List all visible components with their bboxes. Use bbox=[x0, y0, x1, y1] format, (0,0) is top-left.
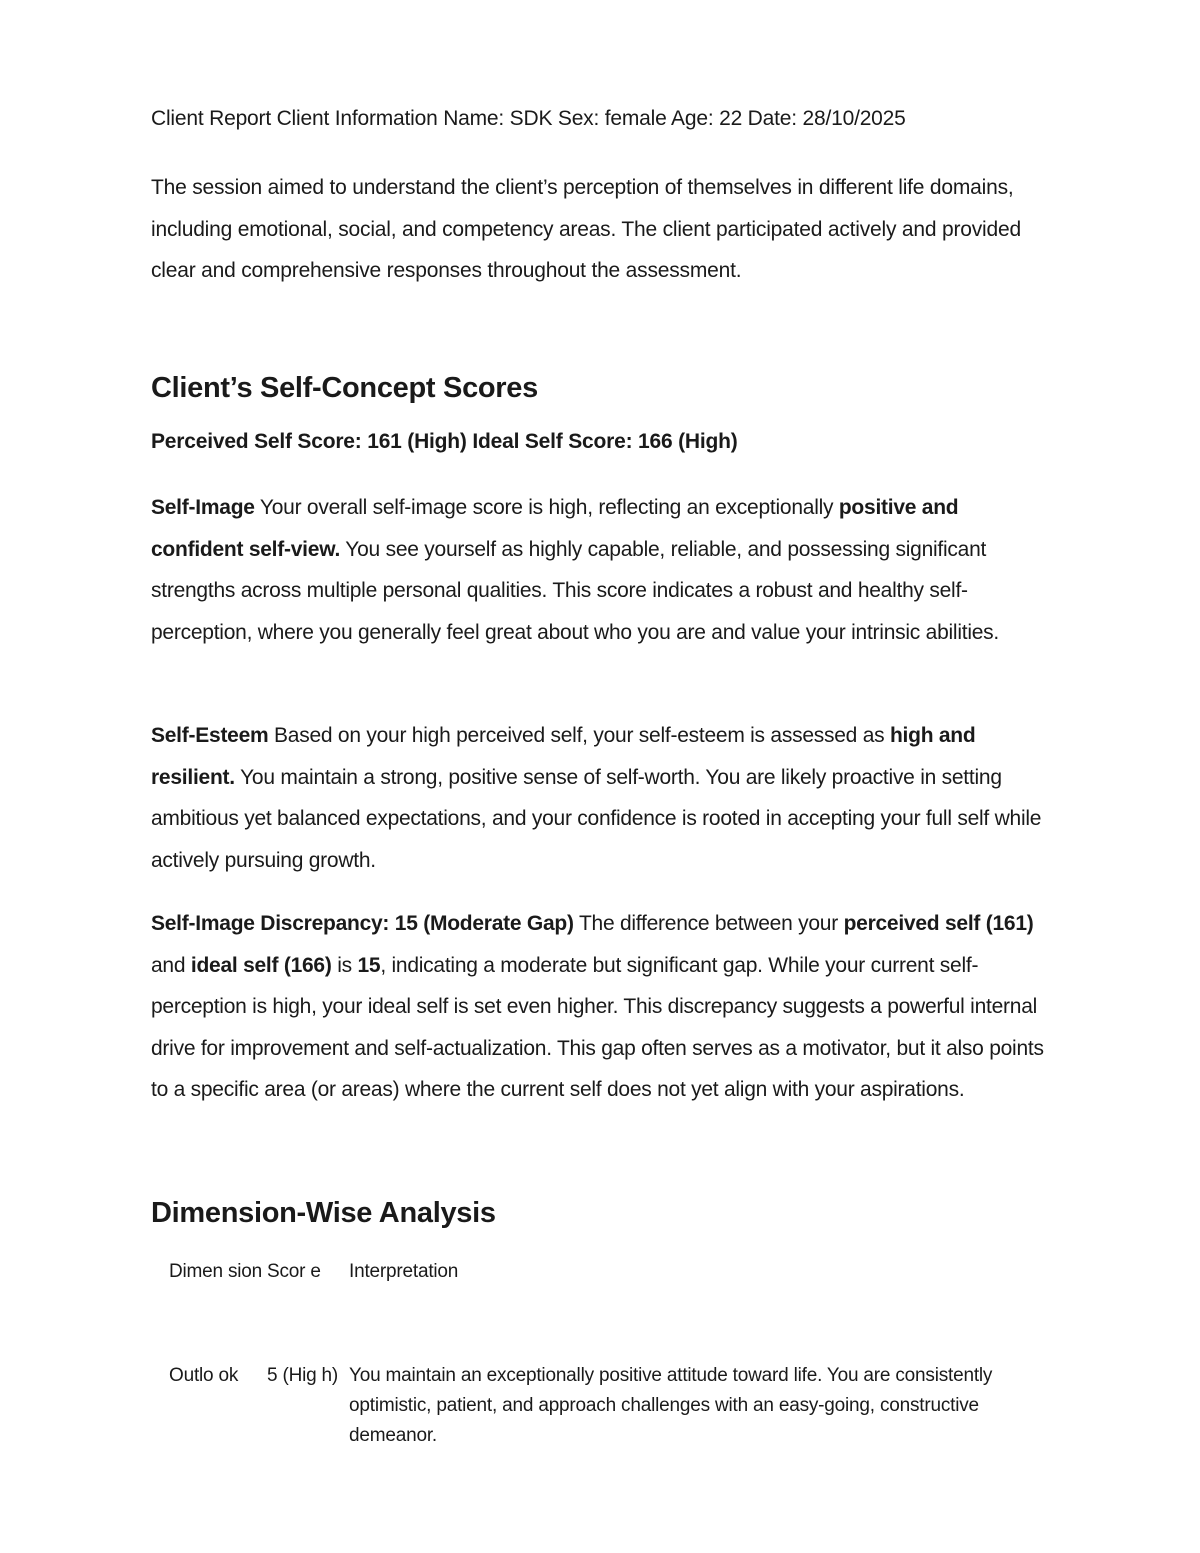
dimension-analysis-heading: Dimension-Wise Analysis bbox=[151, 1197, 496, 1229]
session-intro-paragraph: The session aimed to understand the client’s perception of themselves in different life domains, including emotional, social, and competency areas. The client participated actively and provided clear and comprehensive responses throughout the assessment. bbox=[151, 176, 1021, 282]
discrepancy-bold-3: 15 bbox=[357, 953, 381, 977]
self-esteem-text-1: Based on your high perceived self, your self-esteem is assessed as bbox=[268, 724, 890, 747]
dimension-interpretation-cell: You maintain an exceptionally positive attitude toward life. You are consistently optimistic, patient, and approach challenges with an easy-going, constructive demeanor. bbox=[349, 1365, 993, 1446]
self-scores-summary: Perceived Self Score: 161 (High) Ideal Self Score: 166 (High) bbox=[151, 430, 738, 453]
dimension-score-cell: 5 (Hig h) bbox=[267, 1365, 339, 1386]
dimension-name-cell: Outlo ok bbox=[169, 1365, 239, 1386]
discrepancy-text-4: , indicating a moderate but significant gap. While your current self-perception is high, your ideal self is set even higher. This discrepancy suggests a powerful internal drive for improvement and self-actualization. This gap often serves as a motivator, but it also points to a specific area (or areas) where the current self does not yet align with your aspirations. bbox=[151, 953, 1044, 1101]
self-image-text-1: Your overall self-image score is high, reflecting an exceptionally bbox=[254, 496, 839, 519]
self-image-bold-1: positive and confident self-view. bbox=[151, 496, 959, 561]
discrepancy-bold-1: perceived self (161) bbox=[843, 912, 1034, 935]
self-image-paragraph bbox=[151, 487, 1051, 653]
column-header-dimension: Dimen sion bbox=[169, 1261, 263, 1282]
column-header-score: Scor e bbox=[267, 1261, 321, 1282]
table-row bbox=[169, 1361, 1039, 1451]
discrepancy-label: Self-Image Discrepancy: 15 (Moderate Gap) bbox=[151, 912, 574, 935]
discrepancy-paragraph bbox=[151, 903, 1051, 1111]
client-info-header: Client Report Client Information Name: SDK Sex: female Age: 22 Date: 28/10/2025 bbox=[151, 107, 906, 130]
table-spacer-row bbox=[169, 1287, 1039, 1361]
self-esteem-bold-1: high and resilient. bbox=[151, 724, 976, 789]
discrepancy-bold-2: ideal self (166) bbox=[190, 953, 332, 977]
dimension-table bbox=[169, 1257, 1039, 1451]
self-esteem-text-2: You maintain a strong, positive sense of self-worth. You are likely proactive in setting ambitious yet balanced expectations, and your confidence is rooted in accepting your full self while actively pursuing growth. bbox=[151, 765, 1042, 872]
discrepancy-text-2: and bbox=[151, 953, 191, 977]
discrepancy-text-3: is bbox=[331, 953, 358, 977]
table-header-row bbox=[169, 1257, 1039, 1287]
self-esteem-paragraph bbox=[151, 715, 1051, 881]
column-header-interpretation: Interpretation bbox=[349, 1261, 459, 1282]
discrepancy-text-1: The difference between your bbox=[573, 912, 844, 935]
self-image-text-2: You see yourself as highly capable, reliable, and possessing significant strengths across multiple personal qualities. This score indicates a robust and healthy self-perception, where you generally feel great about who you are and value your intrinsic abilities. bbox=[151, 537, 1000, 644]
self-esteem-label: Self-Esteem bbox=[151, 724, 269, 747]
self-image-label: Self-Image bbox=[151, 496, 255, 519]
self-concept-heading: Client’s Self-Concept Scores bbox=[151, 372, 538, 404]
